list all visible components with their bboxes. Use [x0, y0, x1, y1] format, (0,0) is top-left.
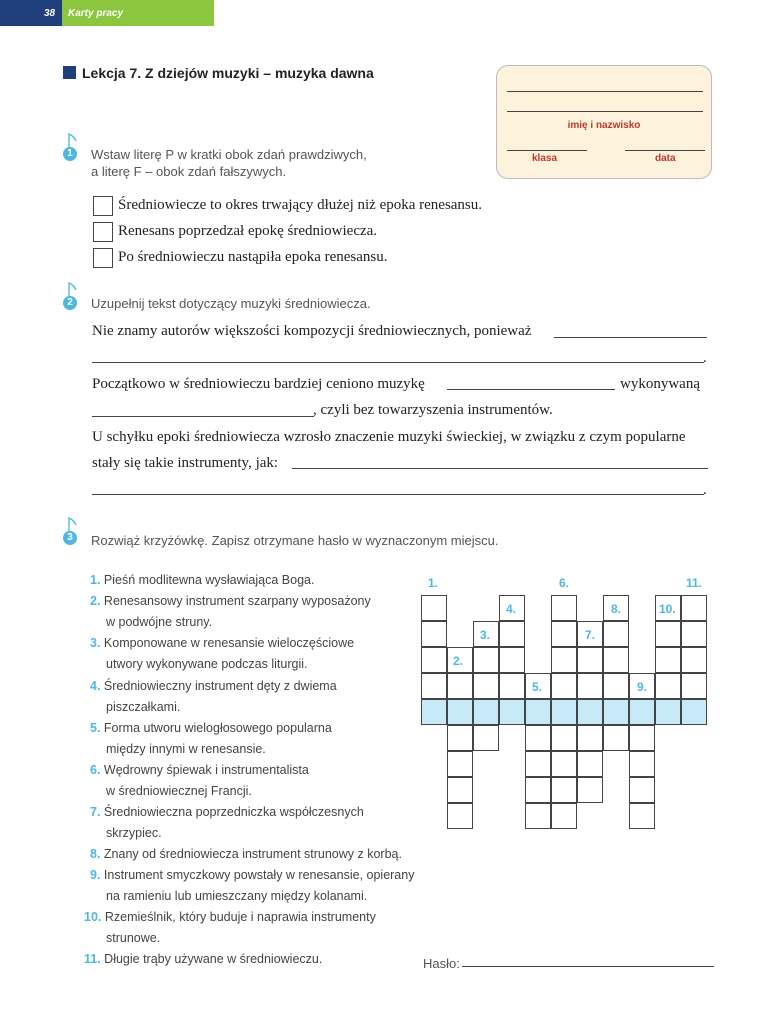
crossword-cell[interactable] — [473, 647, 499, 673]
grid-number-7: 7. — [585, 628, 596, 642]
crossword-cell[interactable] — [629, 751, 655, 777]
task1-statement-3: Po średniowieczu nastąpiła epoka renesansu. — [118, 249, 388, 265]
crossword-password-cell[interactable] — [577, 699, 603, 725]
crossword-cell[interactable] — [577, 751, 603, 777]
name-line-2[interactable] — [507, 111, 703, 112]
page-number: 38 — [44, 8, 56, 19]
clue-11 — [84, 952, 322, 966]
crossword-cell[interactable] — [447, 803, 473, 829]
task3-instruction: Rozwiąż krzyżówkę. Zapisz otrzymane hasło w wyznaczonym miejscu. — [91, 533, 499, 548]
date-label: data — [655, 153, 676, 164]
answer-line-2[interactable] — [92, 362, 704, 363]
crossword-cell[interactable] — [551, 803, 577, 829]
clue-text: Znany od średniowiecza instrument strunowy z korbą. — [103, 847, 402, 861]
task1-number: 1 — [63, 147, 77, 161]
crossword-password-cell[interactable] — [551, 699, 577, 725]
clue-number: 11. — [84, 952, 101, 966]
crossword-cell[interactable] — [655, 647, 681, 673]
clue-9-cont: na ramieniu lub umieszczany między kolanami. — [106, 889, 368, 903]
clue-number: 6. — [90, 763, 101, 777]
crossword-cell[interactable] — [473, 725, 499, 751]
task2-sentence-3a: U schyłku epoki średniowiecza wzrosło znaczenie muzyki świeckiej, w związku z czym popularne — [92, 429, 686, 445]
period: . — [703, 482, 707, 498]
crossword-cell[interactable] — [603, 673, 629, 699]
answer-line-5[interactable] — [292, 468, 708, 469]
crossword-cell[interactable] — [551, 751, 577, 777]
crossword-cell[interactable] — [421, 647, 447, 673]
crossword-cell[interactable] — [421, 673, 447, 699]
class-line[interactable] — [507, 150, 587, 151]
grid-number-4: 4. — [506, 602, 517, 616]
answer-line-3[interactable] — [447, 389, 615, 390]
clue-number: 1. — [90, 573, 101, 587]
answer-line-4[interactable] — [92, 416, 314, 417]
clue-text: Wędrowny śpiewak i instrumentalista — [103, 763, 309, 777]
crossword-cell[interactable] — [629, 777, 655, 803]
task1-instruction-line1: Wstaw literę P w kratki obok zdań prawdziwych, — [91, 147, 367, 162]
crossword-cell[interactable] — [655, 621, 681, 647]
task2-sentence-2a: Początkowo w średniowieczu bardziej ceniono muzykę — [92, 376, 425, 392]
crossword-cell[interactable] — [681, 595, 707, 621]
lesson-title: Lekcja 7. Z dziejów muzyki – muzyka dawna — [82, 65, 374, 81]
crossword-cell[interactable] — [447, 673, 473, 699]
clue-number: 9. — [90, 868, 101, 882]
crossword-password-cell[interactable] — [655, 699, 681, 725]
clue-number: 2. — [90, 594, 101, 608]
crossword-cell[interactable] — [447, 751, 473, 777]
grid-number-8: 8. — [611, 602, 622, 616]
crossword-password-cell[interactable] — [447, 699, 473, 725]
crossword-cell[interactable] — [551, 621, 577, 647]
task3-number: 3 — [63, 531, 77, 545]
crossword-password-cell[interactable] — [525, 699, 551, 725]
clue-number: 7. — [90, 805, 101, 819]
clue-6-cont: w średniowiecznej Francji. — [106, 784, 252, 798]
crossword-cell[interactable] — [681, 673, 707, 699]
task2-instruction: Uzupełnij tekst dotyczący muzyki średniowiecza. — [91, 296, 371, 311]
student-info-box — [496, 65, 712, 179]
clue-text: Instrument smyczkowy powstały w renesansie, opierany — [103, 868, 415, 882]
crossword-cell[interactable] — [551, 647, 577, 673]
clue-text: Pieśń modlitewna wysławiająca Boga. — [103, 573, 315, 587]
clue-9 — [90, 868, 414, 882]
crossword-cell[interactable] — [655, 673, 681, 699]
grid-number-5: 5. — [532, 680, 543, 694]
crossword-cell[interactable] — [525, 751, 551, 777]
crossword-cell[interactable] — [421, 595, 447, 621]
clue-1 — [90, 573, 314, 587]
task2-sentence-1: Nie znamy autorów większości kompozycji średniowiecznych, ponieważ — [92, 323, 532, 339]
crossword-cell[interactable] — [577, 777, 603, 803]
crossword-cell[interactable] — [499, 647, 525, 673]
clue-text: Średniowieczny instrument dęty z dwiema — [103, 679, 337, 693]
crossword-password-cell[interactable] — [473, 699, 499, 725]
clue-5-cont: między innymi w renesansie. — [106, 742, 266, 756]
clue-3-cont: utwory wykonywane podczas liturgii. — [106, 657, 308, 671]
task2-sentence-2b: wykonywaną — [620, 376, 700, 392]
clue-text: Komponowane w renesansie wieloczęściowe — [103, 636, 355, 650]
clue-4 — [90, 679, 337, 693]
answer-checkbox-1[interactable] — [93, 196, 113, 216]
clue-2-cont: w podwójne struny. — [106, 615, 213, 629]
crossword-cell[interactable] — [551, 673, 577, 699]
clue-number: 3. — [90, 636, 101, 650]
clue-10-cont: strunowe. — [106, 931, 161, 945]
task2-sentence-2c: , czyli bez towarzyszenia instrumentów. — [313, 402, 553, 418]
grid-number-1: 1. — [428, 576, 439, 590]
clue-5 — [90, 721, 332, 735]
class-label: klasa — [532, 153, 558, 164]
clue-3 — [90, 636, 354, 650]
answer-line-1[interactable] — [554, 337, 707, 338]
clue-10 — [84, 910, 376, 924]
lesson-bullet-icon — [63, 66, 76, 79]
task2-number: 2 — [63, 296, 77, 310]
clue-text: Renesansowy instrument szarpany wyposażony — [103, 594, 371, 608]
crossword-cell[interactable] — [525, 777, 551, 803]
crossword-cell[interactable] — [603, 725, 629, 751]
clue-7-cont: skrzypiec. — [106, 826, 162, 840]
name-label: imię i nazwisko — [567, 120, 641, 131]
clue-6 — [90, 763, 309, 777]
clue-4-cont: piszczałkami. — [106, 700, 181, 714]
crossword-password-cell[interactable] — [603, 699, 629, 725]
crossword-cell[interactable] — [681, 621, 707, 647]
crossword-cell[interactable] — [447, 777, 473, 803]
crossword-cell[interactable] — [603, 621, 629, 647]
task2-sentence-3b: stały się takie instrumenty, jak: — [92, 455, 279, 471]
clue-number: 5. — [90, 721, 101, 735]
crossword-cell[interactable] — [551, 595, 577, 621]
clue-text: Średniowieczna poprzedniczka współczesnych — [103, 805, 364, 819]
clue-number: 8. — [90, 847, 101, 861]
crossword-cell[interactable] — [525, 803, 551, 829]
grid-number-11: 11. — [686, 576, 703, 590]
crossword-cell[interactable] — [577, 647, 603, 673]
crossword-cell[interactable] — [473, 673, 499, 699]
crossword-password-cell[interactable] — [681, 699, 707, 725]
grid-number-6: 6. — [559, 576, 570, 590]
task1-instruction-line2: a literę F – obok zdań fałszywych. — [91, 164, 287, 179]
grid-number-3: 3. — [480, 628, 491, 642]
task1-statement-2: Renesans poprzedzał epokę średniowiecza. — [118, 223, 378, 239]
crossword-password-cell[interactable] — [499, 699, 525, 725]
crossword-cell[interactable] — [629, 803, 655, 829]
task1-statement-1: Średniowiecze to okres trwający dłużej niż epoka renesansu. — [118, 197, 483, 213]
crossword-password-cell[interactable] — [629, 699, 655, 725]
clue-2 — [90, 594, 371, 608]
crossword-cell[interactable] — [421, 621, 447, 647]
crossword-cell[interactable] — [499, 621, 525, 647]
crossword-cell[interactable] — [551, 725, 577, 751]
clue-7 — [90, 805, 364, 819]
crossword-cell[interactable] — [577, 673, 603, 699]
crossword-cell[interactable] — [577, 725, 603, 751]
clue-text: Forma utworu wielogłosowego popularna — [103, 721, 332, 735]
answer-checkbox-3[interactable] — [93, 248, 113, 268]
clue-8 — [90, 847, 402, 861]
section-title: Karty pracy — [68, 8, 124, 19]
password-line[interactable] — [462, 966, 714, 967]
crossword-cell[interactable] — [551, 777, 577, 803]
date-line[interactable] — [625, 150, 705, 151]
crossword-cell[interactable] — [447, 725, 473, 751]
grid-number-9: 9. — [637, 680, 648, 694]
crossword-cell[interactable] — [603, 647, 629, 673]
crossword-password-cell[interactable] — [421, 699, 447, 725]
password-label: Hasło: — [423, 956, 460, 971]
clue-text: Rzemieślnik, który buduje i naprawia instrumenty — [104, 910, 376, 924]
grid-number-2: 2. — [453, 654, 464, 668]
name-line-1[interactable] — [507, 91, 703, 92]
crossword-cell[interactable] — [681, 647, 707, 673]
grid-number-10: 10. — [659, 602, 676, 616]
period: . — [703, 350, 707, 366]
answer-checkbox-2[interactable] — [93, 222, 113, 242]
crossword-cell[interactable] — [525, 725, 551, 751]
clue-number: 10. — [84, 910, 102, 924]
answer-line-6[interactable] — [92, 494, 704, 495]
crossword-cell[interactable] — [499, 673, 525, 699]
clue-text: Długie trąby używane w średniowieczu. — [104, 952, 323, 966]
clue-number: 4. — [90, 679, 101, 693]
crossword-cell[interactable] — [629, 725, 655, 751]
